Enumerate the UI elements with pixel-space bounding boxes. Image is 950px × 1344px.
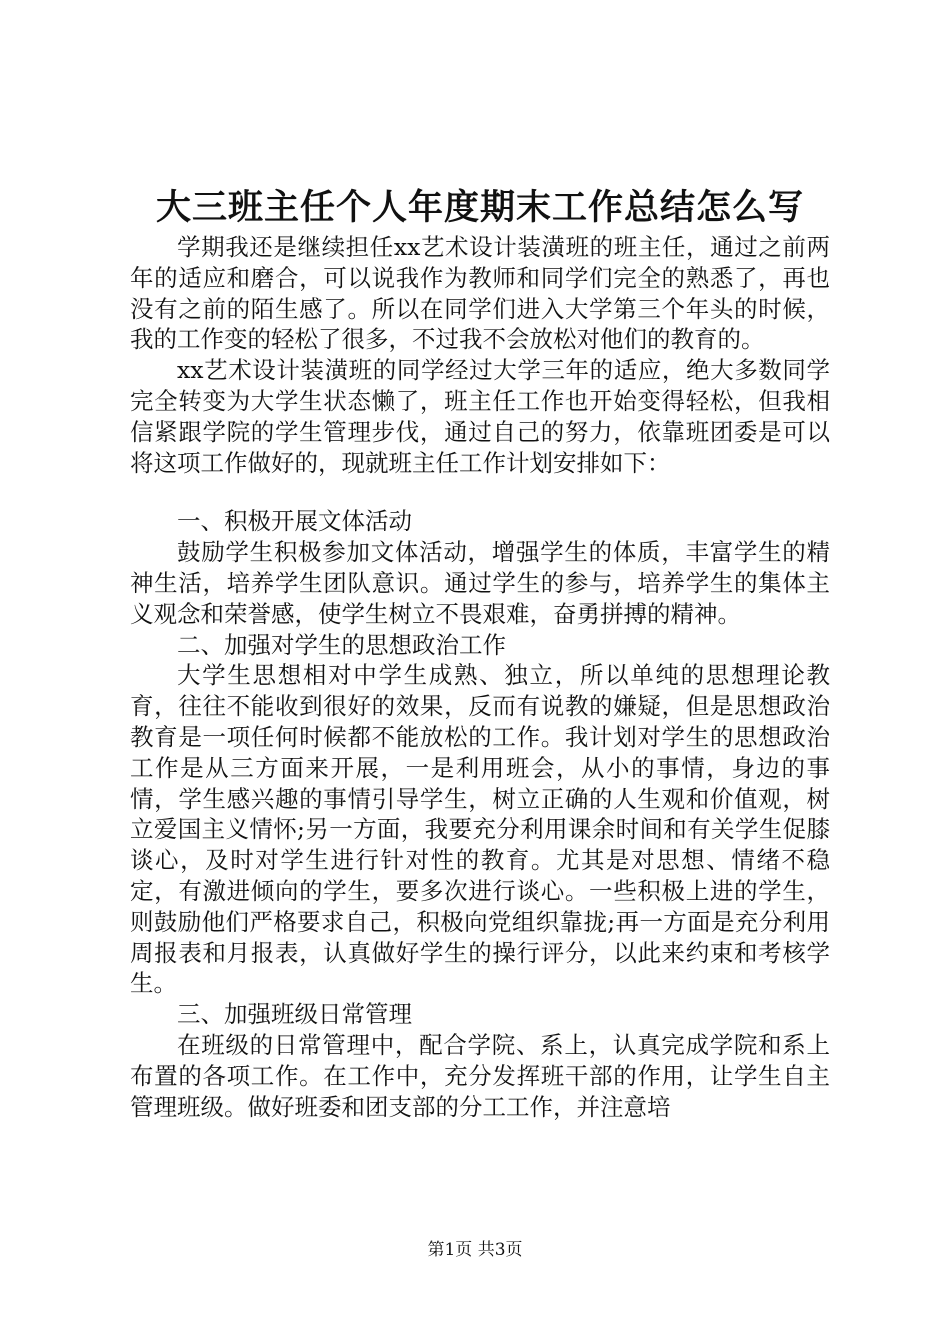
section-heading-2: 二、加强对学生的思想政治工作 bbox=[177, 630, 506, 659]
document-title: 大三班主任个人年度期末工作总结怎么写 bbox=[155, 187, 804, 228]
section-3-paragraph: 在班级的日常管理中，配合学院、系上，认真完成学院和系上布置的各项工作。在工作中，充分发挥班干部的作用，让学生自主管理班级。做好班委和团支部的分工工作，并注意培 bbox=[130, 1030, 830, 1121]
intro-paragraph: 学期我还是继续担任xx艺术设计装潢班的班主任，通过之前两年的适应和磨合，可以说我作为教师和同学们完全的熟悉了，再也没有之前的陌生感了。所以在同学们进入大学第三个年头的时候，我的工作变的轻松了很多，不过我不会放松对他们的教育的。 bbox=[130, 233, 830, 354]
section-2-paragraph: 大学生思想相对中学生成熟、独立，所以单纯的思想理论教育，往往不能收到很好的效果，反而有说教的嫌疑，但是思想政治教育是一项任何时候都不能放松的工作。我计划对学生的思想政治工作是从三方面来开展，一是利用班会，从小的事情，身边的事情，学生感兴趣的事情引导学生，树立正确的人生观和价值观，树立爱国主义情怀;另一方面，我要充分利用课余时间和有关学生促膝谈心，及时对学生进行针对性的教育。尤其是对思想、情绪不稳定，有激进倾向的学生，要多次进行谈心。一些积极上进的学生，则鼓励他们严格要求自己，积极向党组织靠拢;再一方面是充分利用周报表和月报表，认真做好学生的操行评分，以此来约束和考核学生。 bbox=[130, 661, 830, 998]
page-footer: 第1页 共3页 bbox=[427, 1240, 523, 1260]
section-1-paragraph: 鼓励学生积极参加文体活动，增强学生的体质，丰富学生的精神生活，培养学生团队意识。通过学生的参与，培养学生的集体主义观念和荣誉感，使学生树立不畏艰难，奋勇拼搏的精神。 bbox=[130, 538, 830, 628]
paragraph-spacer bbox=[130, 478, 830, 506]
document-body bbox=[130, 232, 830, 1122]
section-heading-1: 一、积极开展文体活动 bbox=[177, 507, 412, 536]
section-heading-3: 三、加强班级日常管理 bbox=[177, 1000, 412, 1029]
plan-paragraph: xx艺术设计装潢班的同学经过大学三年的适应，绝大多数同学完全转变为大学生状态懒了，班主任工作也开始变得轻松，但我相信紧跟学院的学生管理步伐，通过自己的努力，依靠班团委是可以将这项工作做好的，现就班主任工作计划安排如下： bbox=[130, 356, 830, 477]
